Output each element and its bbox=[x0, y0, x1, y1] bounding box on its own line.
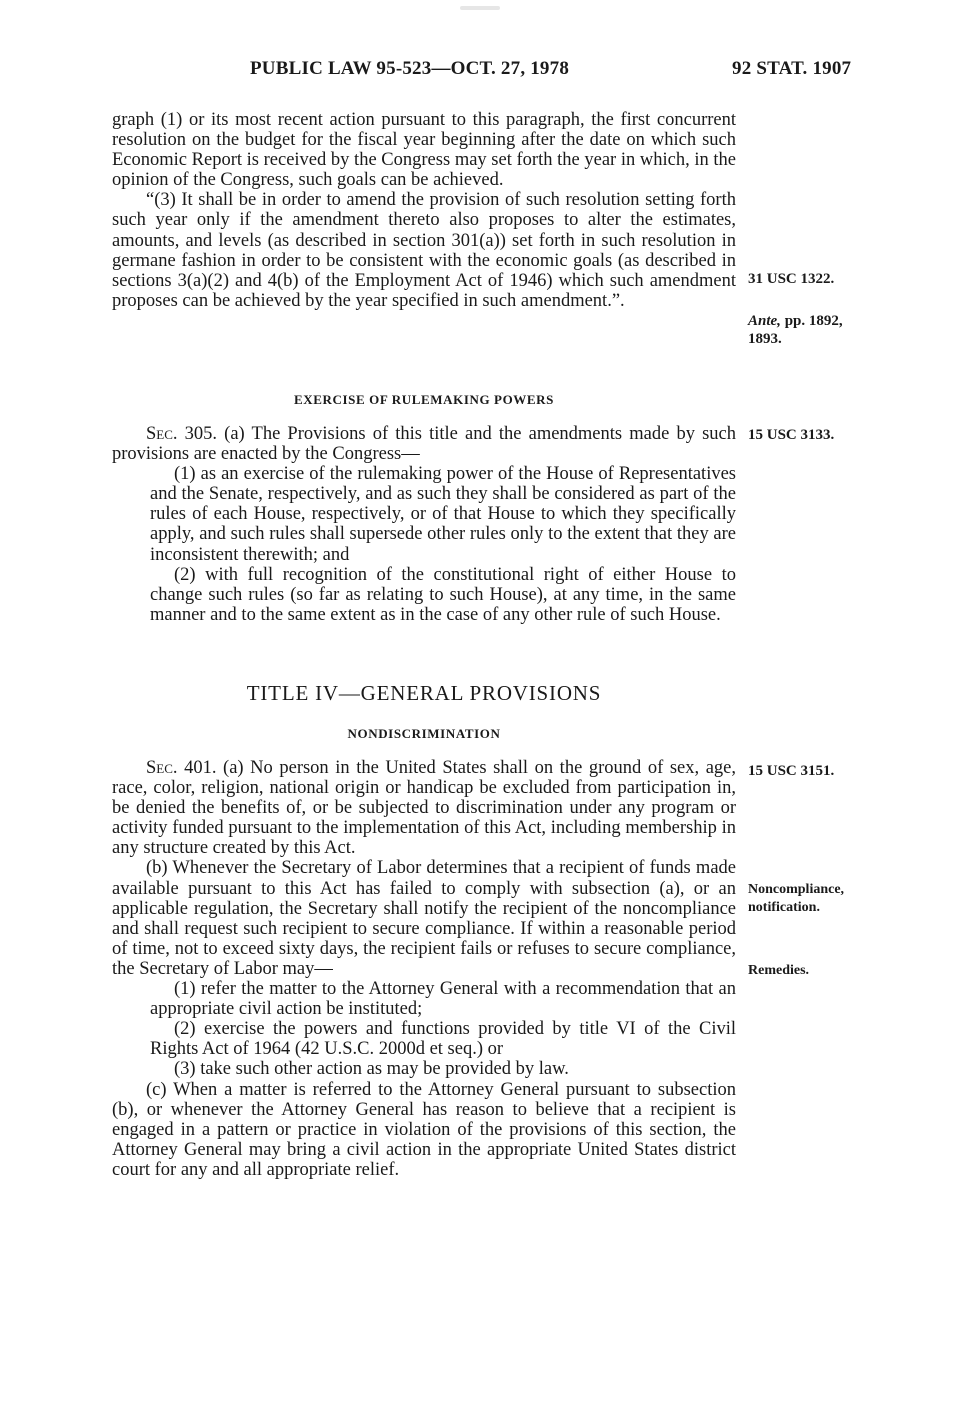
title-iv-heading: TITLE IV—GENERAL PROVISIONS bbox=[246, 681, 602, 705]
section-305-item-2: (2) with full recognition of the constitutional right of either House to change such rules (so far as relating to such House), at any time, in the same manner and to the same extent as in the case of any other rule of such House. bbox=[150, 564, 736, 625]
margin-note-remedies: Remedies. bbox=[748, 963, 810, 978]
paragraph-3: “(3) It shall be in order to amend the provision of such resolution setting forth such year only if the amendment thereto also proposes to alter the estimates, amounts, and levels (as described in section 301(a)) set forth in such resolution in germane fashion in order to be consistent with the economic goals (as described in sections 3(a)(2) and 4(b) of the Employment Act of 1946) which such amendment proposes can be achieved by the year specified in such amendment.”. bbox=[112, 190, 736, 311]
margin-note-ante-pages: pp. 1892, bbox=[780, 313, 843, 329]
section-401-b: (b) Whenever the Secretary of Labor determines that a recipient of funds made available pursuant to this Act has failed to comply with subsection (a), or an applicable regulation, the Secretary shall notify the recipient of the noncompliance and shall request such recipient to secure compliance. If within a reasonable period of time, not to exceed sixty days, the recipient fails or refuses to secure compliance, the Secretary of Labor may— bbox=[112, 858, 736, 979]
margin-note-15-usc-3133: 15 USC 3133. bbox=[748, 427, 835, 443]
continued-text-block bbox=[112, 110, 736, 311]
margin-note-15-usc-3151: 15 USC 3151. bbox=[748, 763, 835, 779]
margin-note-noncompliance: Noncompliance, bbox=[748, 882, 845, 897]
running-header-left: PUBLIC LAW 95-523—OCT. 27, 1978 bbox=[250, 58, 570, 79]
margin-note-ante-line-2: 1893. bbox=[748, 331, 782, 347]
section-401-a bbox=[112, 758, 736, 858]
section-305-text: (a) The Provisions of this title and the amendments made by such provisions are enacted by the Congress— bbox=[112, 424, 736, 465]
section-401-c: (c) When a matter is referred to the Attorney General pursuant to subsection (b), or whenever the Attorney General has reason to believe that a recipient is engaged in a pattern or practice in violation of the provisions of this section, the Attorney General may bring a civil action in the appropriate United States district court for any and all appropriate relief. bbox=[112, 1079, 736, 1180]
margin-note-31-usc-1322: 31 USC 1322. bbox=[748, 271, 835, 287]
running-header-right: 92 STAT. 1907 bbox=[732, 58, 852, 79]
section-heading-nondiscrimination: NONDISCRIMINATION bbox=[347, 726, 501, 741]
section-305-lead bbox=[112, 424, 736, 464]
scan-artifact bbox=[460, 6, 500, 10]
section-305-block bbox=[112, 424, 736, 625]
section-401-b-1: (1) refer the matter to the Attorney General with a recommendation that an appropriate civil action be instituted; bbox=[150, 979, 736, 1020]
margin-note-notification: notification. bbox=[748, 900, 820, 915]
section-label: Sec. 305. bbox=[146, 424, 218, 444]
section-401-block bbox=[112, 758, 736, 1180]
margin-note-ante-italic: Ante, bbox=[748, 313, 781, 329]
section-401-a-text: (a) No person in the United States shall on the ground of sex, age, race, color, religion, national origin or handicap be excluded from participation in, be denied the benefits of, or be subjected to discrimination under any program or activity funded pursuant to the implementation of this Act, including membership in any structure created by this Act. bbox=[112, 758, 736, 859]
section-305-item-1: (1) as an exercise of the rulemaking power of the House of Representatives and the Senate, respectively, and as such they shall be considered as part of the rules of each House, respectively, or of that House to which they specifically apply, and such rules shall supersede other rules only to the extent that they are inconsistent therewith; and bbox=[150, 464, 736, 565]
section-label: Sec. 401. bbox=[146, 758, 217, 778]
section-401-b-3: (3) take such other action as may be provided by law. bbox=[174, 1059, 569, 1080]
margin-note-ante bbox=[748, 312, 843, 330]
section-401-b-2: (2) exercise the powers and functions provided by title VI of the Civil Rights Act of 1964 (42 U.S.C. 2000d et seq.) or bbox=[150, 1019, 736, 1060]
paragraph-continuation: graph (1) or its most recent action pursuant to this paragraph, the first concurrent resolution on the budget for the fiscal year beginning after the date on which such Economic Report is received by the Congress may set forth the year in which, in the opinion of the Congress, such goals can be achieved. bbox=[112, 110, 736, 191]
section-heading-rulemaking: EXERCISE OF RULEMAKING POWERS bbox=[294, 392, 554, 407]
